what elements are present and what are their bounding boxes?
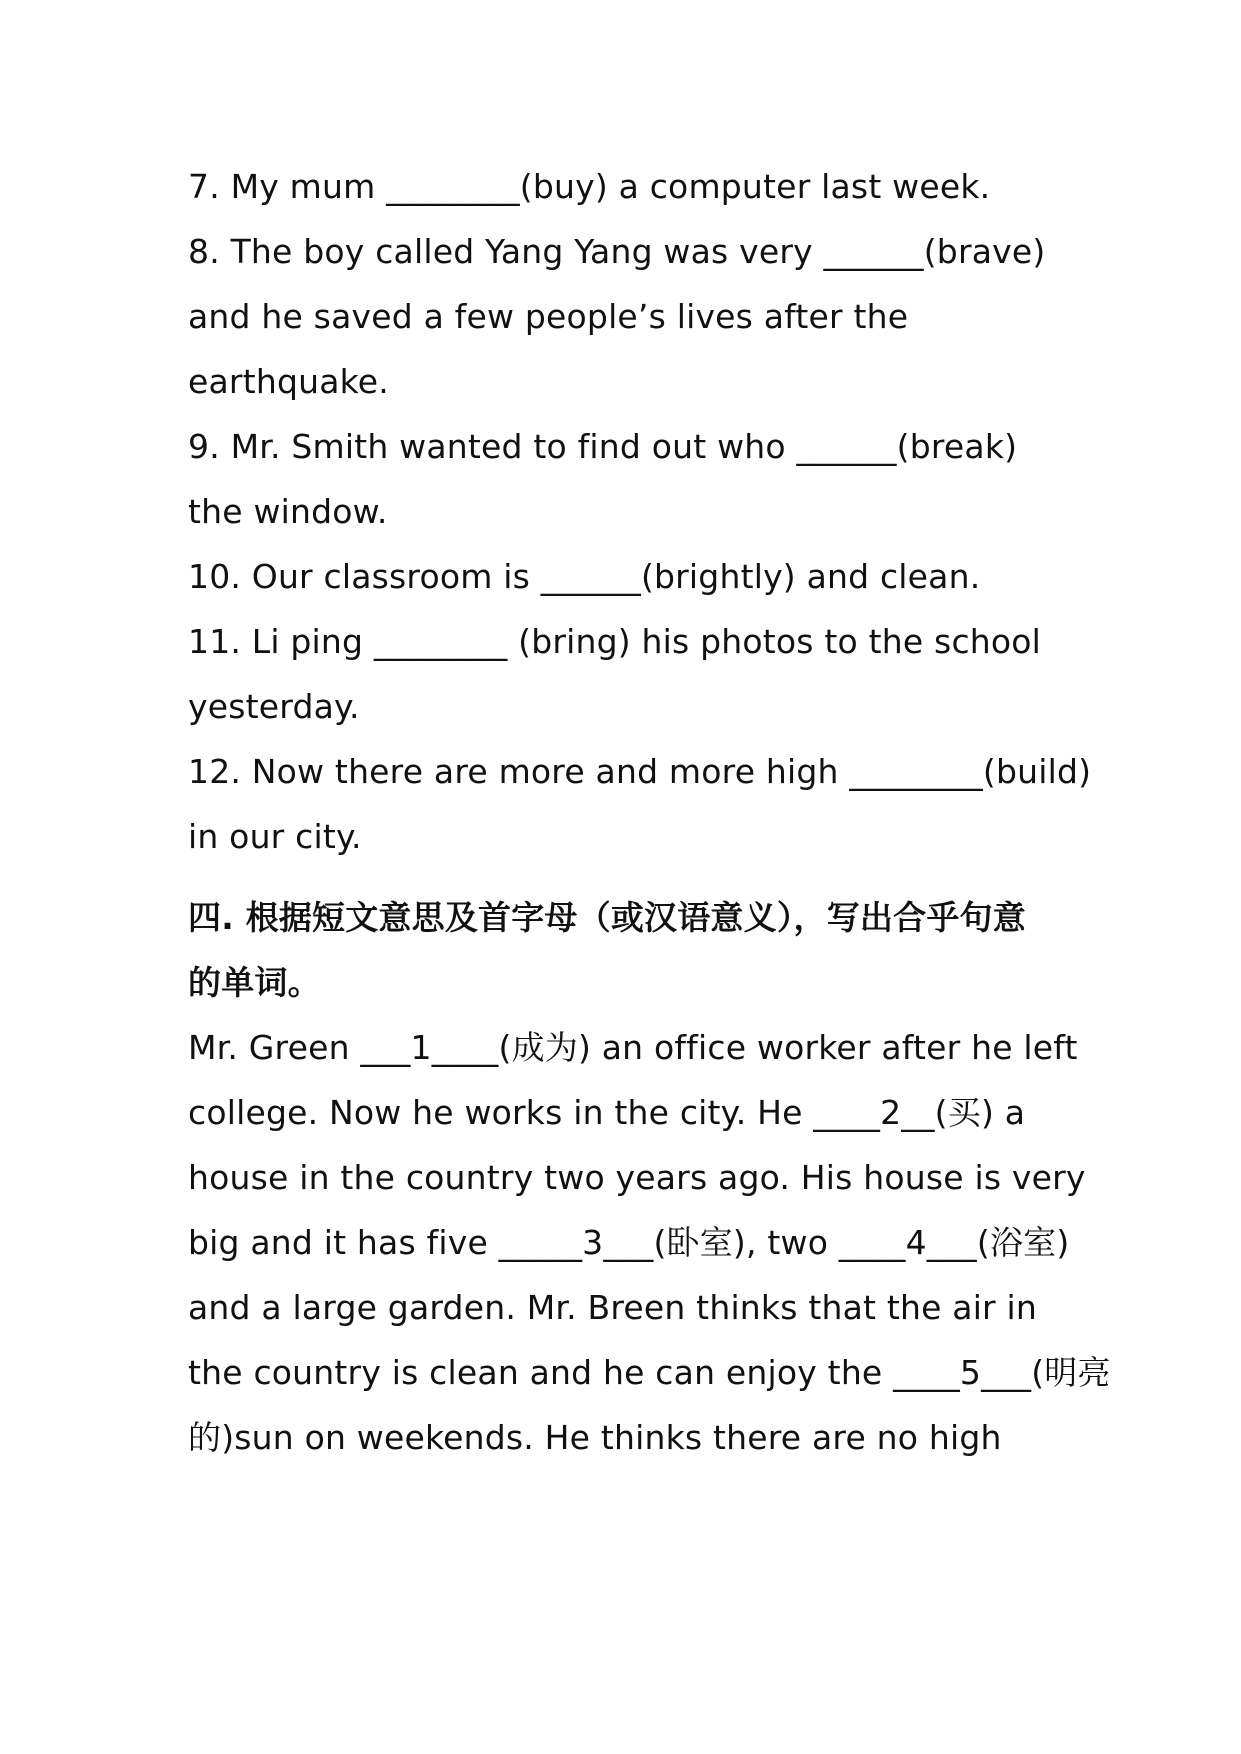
exercise-11 — [188, 609, 1078, 739]
exercise-12 — [188, 739, 1092, 869]
exercise-line: 8. The boy called Yang Yang was very ______(brave) — [188, 232, 1046, 271]
worksheet-content — [188, 154, 1111, 1470]
passage-line: the country is clean and he can enjoy the ____5___(明亮 — [188, 1353, 1111, 1392]
exercise-line: 7. My mum ________(buy) a computer last week. — [188, 167, 991, 206]
section-4-passage — [188, 1015, 1111, 1470]
section-4-heading — [188, 885, 1078, 1015]
passage-line: 的)sun on weekends. He thinks there are no high — [188, 1418, 1002, 1457]
passage-line: Mr. Green ___1____(成为) an office worker after he left — [188, 1028, 1078, 1067]
exercise-9 — [188, 414, 1078, 544]
section-heading-line: 四. 根据短文意思及首字母（或汉语意义），写出合乎句意 — [188, 898, 1026, 937]
exercise-line: 9. Mr. Smith wanted to find out who ______(break) — [188, 427, 1018, 466]
exercise-line: in our city. — [188, 817, 362, 856]
section-heading-line: 的单词。 — [188, 963, 321, 1002]
exercise-line: earthquake. — [188, 362, 389, 401]
exercise-10 — [188, 544, 1078, 609]
exercise-line: 10. Our classroom is ______(brightly) and clean. — [188, 557, 981, 596]
exercise-8 — [188, 219, 1078, 414]
passage-line: house in the country two years ago. His house is very — [188, 1158, 1086, 1197]
passage-line: and a large garden. Mr. Breen thinks that the air in — [188, 1288, 1037, 1327]
exercise-line: the window. — [188, 492, 388, 531]
exercise-line: yesterday. — [188, 687, 360, 726]
exercise-7 — [188, 154, 1078, 219]
passage-line: big and it has five _____3___(卧室), two ____4___(浴室) — [188, 1223, 1070, 1262]
exercise-line: 11. Li ping ________ (bring) his photos to the school — [188, 622, 1042, 661]
passage-line: college. Now he works in the city. He ____2__(买) a — [188, 1093, 1026, 1132]
exercise-line: 12. Now there are more and more high ________(build) — [188, 752, 1092, 791]
exercise-line: and he saved a few people’s lives after the — [188, 297, 909, 336]
